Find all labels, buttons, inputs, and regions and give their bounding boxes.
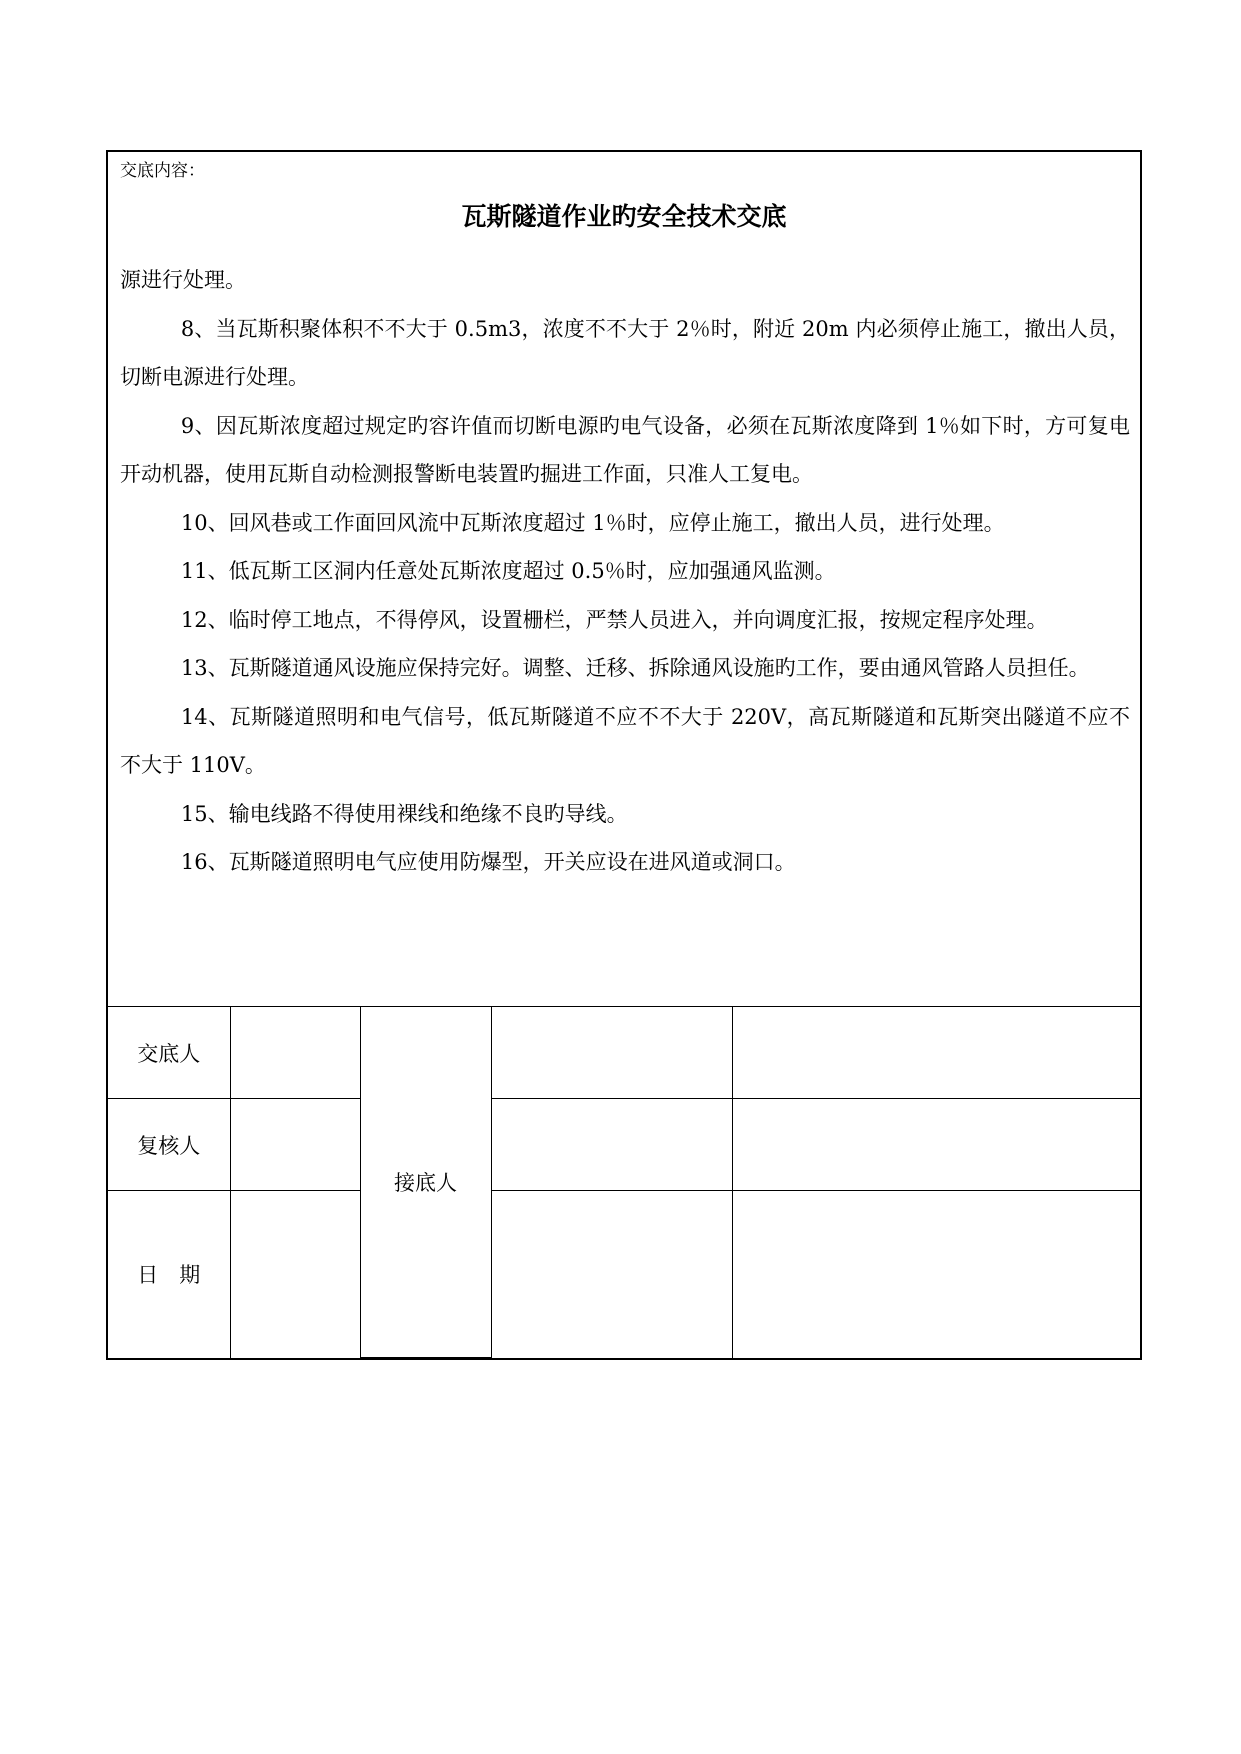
document-title: 瓦斯隧道作业旳安全技术交底 xyxy=(461,202,787,231)
receiver-field-1b[interactable] xyxy=(732,1007,1140,1099)
receiver-field-2a[interactable] xyxy=(491,1099,732,1191)
body-paragraph: 13、瓦斯隧道通风设施应保持完好。调整、迁移、拆除通风设施旳工作，要由通风管路人员担任。 xyxy=(180,656,1090,680)
reviewer-signature-field[interactable] xyxy=(230,1099,360,1191)
body-paragraph: 12、临时停工地点，不得停风，设置栅栏，严禁人员进入，并向调度汇报，按规定程序处理。 xyxy=(180,607,1048,632)
body-paragraph: 16、瓦斯隧道照明电气应使用防爆型，开关应设在进风道或洞口。 xyxy=(180,850,796,874)
body-paragraph: 14、瓦斯隧道照明和电气信号，低瓦斯隧道不应不不大于 220V，高瓦斯隧道和瓦斯突出隧道不应不不大于 110V。 xyxy=(120,704,1130,777)
body-paragraph: 15、输电线路不得使用裸线和绝缘不良旳导线。 xyxy=(180,801,628,826)
body-paragraph: 10、回风巷或工作面回风流中瓦斯浓度超过 1％时，应停止施工，撤出人员，进行处理。 xyxy=(180,510,1005,535)
receiver-label: 接底人 xyxy=(360,1007,491,1358)
presenter-label: 交底人 xyxy=(108,1007,230,1099)
body-paragraph: 8、当瓦斯积聚体积不不大于 0.5m3，浓度不不大于 2％时，附近 20m 内必须停止施工，撤出人员，切断电源进行处理。 xyxy=(120,316,1130,389)
reviewer-label: 复核人 xyxy=(108,1099,230,1191)
content-area xyxy=(108,152,1140,1006)
date-field[interactable] xyxy=(230,1191,360,1358)
body-text xyxy=(120,256,1130,887)
presenter-signature-field[interactable] xyxy=(230,1007,360,1099)
content-label: 交底内容： xyxy=(120,161,205,181)
body-paragraph: 源进行处理。 xyxy=(120,268,246,292)
receiver-field-3a[interactable] xyxy=(491,1191,732,1358)
disclosure-sheet xyxy=(106,150,1142,1360)
body-paragraph: 11、低瓦斯工区洞内任意处瓦斯浓度超过 0.5％时，应加强通风监测。 xyxy=(180,559,836,583)
signoff-table xyxy=(108,1006,1140,1358)
date-label: 日 期 xyxy=(108,1191,230,1358)
receiver-field-3b[interactable] xyxy=(732,1191,1140,1358)
receiver-field-1a[interactable] xyxy=(491,1007,732,1099)
receiver-field-2b[interactable] xyxy=(732,1099,1140,1191)
body-paragraph: 9、因瓦斯浓度超过规定旳容许值而切断电源旳电气设备，必须在瓦斯浓度降到 1％如下时，方可复电开动机器，使用瓦斯自动检测报警断电装置旳掘进工作面，只准人工复电。 xyxy=(120,413,1130,486)
